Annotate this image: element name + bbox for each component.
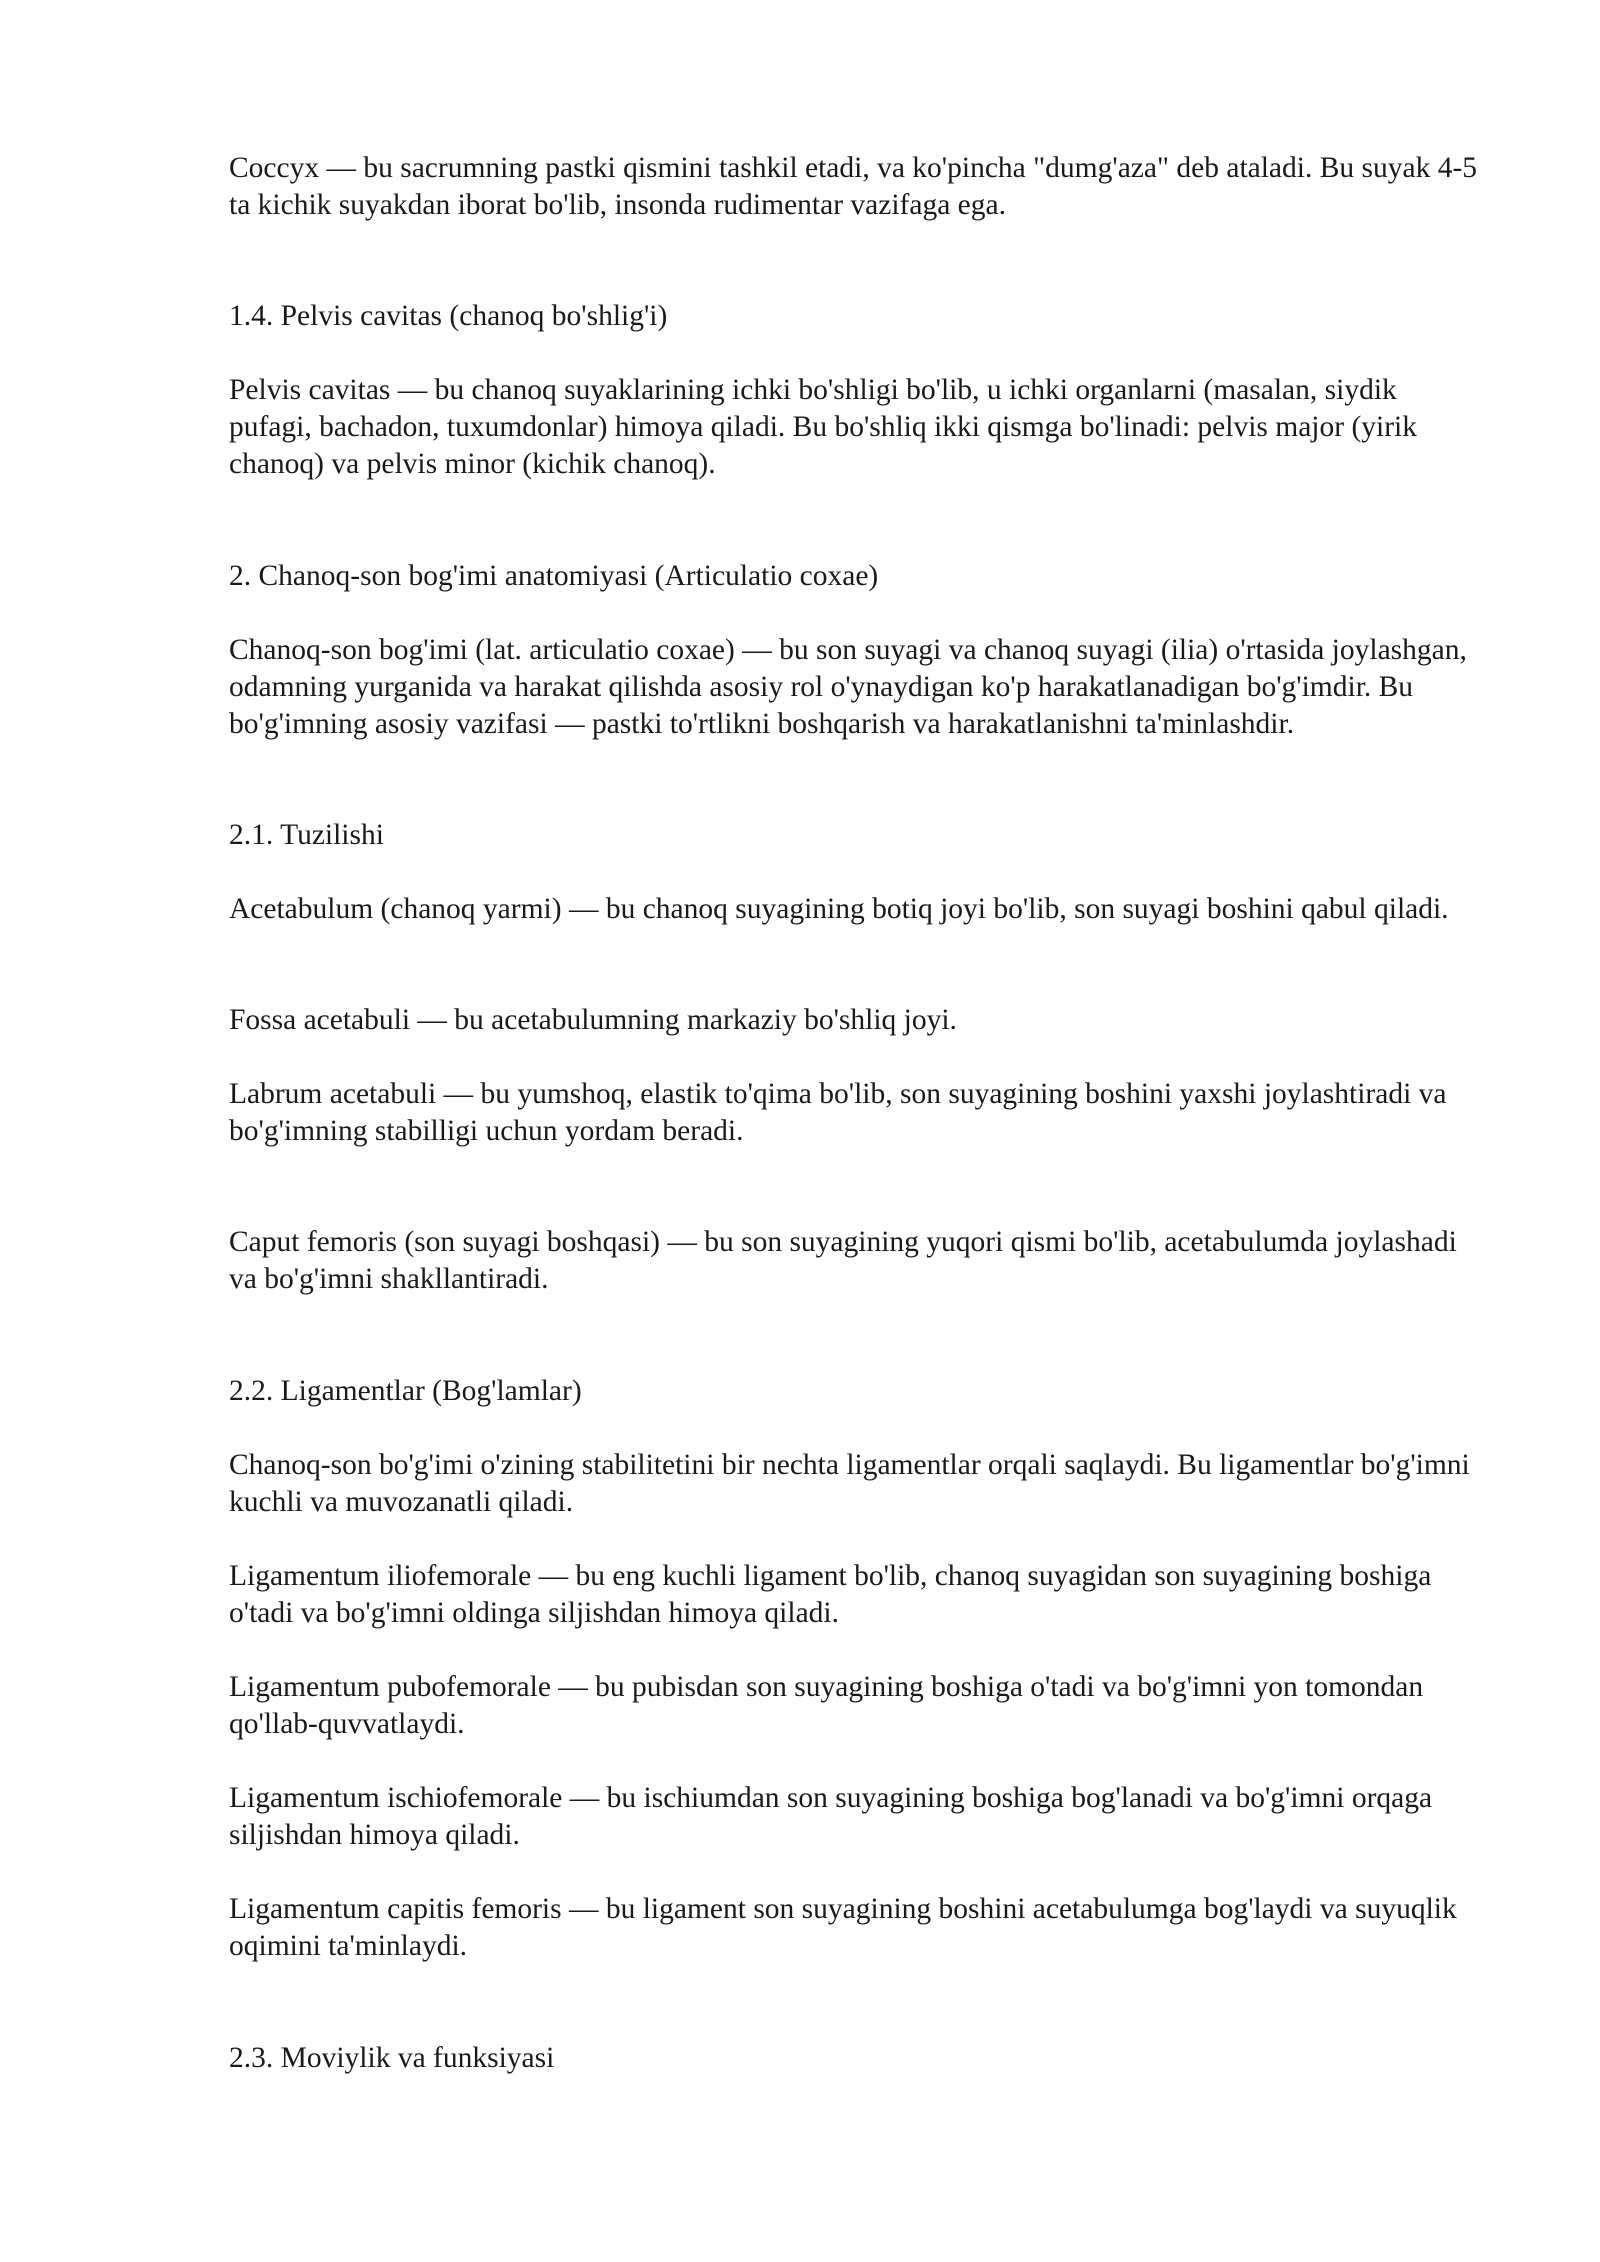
- paragraph-ligamentum-ischiofemorale: Ligamentum ischiofemorale — bu ischiumdan son suyagining boshiga bog'lanadi va bo'g'imni orqaga siljishdan himoya qiladi.: [229, 1782, 1433, 1851]
- heading-moviylik: 2.3. Moviylik va funksiyasi: [229, 2042, 555, 2074]
- heading-tuzilishi: 2.1. Tuzilishi: [229, 819, 384, 851]
- paragraph-ligamentum-pubofemorale: Ligamentum pubofemorale — bu pubisdan son suyagining boshiga o'tadi va bo'g'imni yon tomondan qo'llab-quvvatlaydi.: [229, 1671, 1424, 1740]
- paragraph-ligamentum-capitis-femoris: Ligamentum capitis femoris — bu ligament son suyagining boshini acetabulumga bog'laydi va suyuqlik oqimini ta'minlaydi.: [229, 1893, 1457, 1962]
- heading-pelvis-cavitas: 1.4. Pelvis cavitas (chanoq bo'shlig'i): [229, 300, 668, 332]
- heading-ligamentlar: 2.2. Ligamentlar (Bog'lamlar): [229, 1375, 582, 1407]
- paragraph-fossa-acetabuli: Fossa acetabuli — bu acetabulumning markaziy bo'shliq joyi.: [229, 1004, 957, 1036]
- paragraph-caput-femoris: Caput femoris (son suyagi boshqasi) — bu son suyagining yuqori qismi bo'lib, acetabulumda joylashadi va bo'g'imni shakllantiradi.: [229, 1226, 1457, 1295]
- paragraph-acetabulum: Acetabulum (chanoq yarmi) — bu chanoq suyagining botiq joyi bo'lib, son suyagi boshini qabul qiladi.: [229, 893, 1449, 925]
- paragraph-ligamentlar-intro: Chanoq-son bo'g'imi o'zining stabilitetini bir nechta ligamentlar orqali saqlaydi. Bu ligamentlar bo'g'imni kuchli va muvozanatli qiladi.: [229, 1449, 1470, 1518]
- paragraph-pelvis-cavitas: Pelvis cavitas — bu chanoq suyaklarining ichki bo'shligi bo'lib, u ichki organlarni (masalan, siydik pufagi, bachadon, tuxumdonlar) himoya qiladi. Bu bo'shliq ikki qismga bo'linadi: pelvis major (yirik chanoq) va pelvis minor (kichik chanoq).: [229, 374, 1417, 480]
- paragraph-articulatio-coxae: Chanoq-son bog'imi (lat. articulatio coxae) — bu son suyagi va chanoq suyagi (ilia) o'rtasida joylashgan, odamning yurganida va harakat qilishda asosiy rol o'ynaydigan ko'p harakatlanadigan bo'g'imdir. Bu bo'g'imning asosiy vazifasi — pastki to'rtlikni boshqarish va harakatlanishni ta'minlashdir.: [229, 634, 1467, 740]
- paragraph-labrum-acetabuli: Labrum acetabuli — bu yumshoq, elastik to'qima bo'lib, son suyagining boshini yaxshi joylashtiradi va bo'g'imning stabilligi uchun yordam beradi.: [229, 1078, 1447, 1147]
- paragraph-coccyx: Coccyx — bu sacrumning pastki qismini tashkil etadi, va ko'pincha "dumg'aza" deb ataladi. Bu suyak 4-5 ta kichik suyakdan iborat bo'lib, insonda rudimentar vazifaga ega.: [229, 152, 1478, 221]
- paragraph-ligamentum-iliofemorale: Ligamentum iliofemorale — bu eng kuchli ligament bo'lib, chanoq suyagidan son suyagining boshiga o'tadi va bo'g'imni oldinga siljishdan himoya qiladi.: [229, 1560, 1432, 1629]
- heading-articulatio-coxae: 2. Chanoq-son bog'imi anatomiyasi (Articulatio coxae): [229, 560, 879, 592]
